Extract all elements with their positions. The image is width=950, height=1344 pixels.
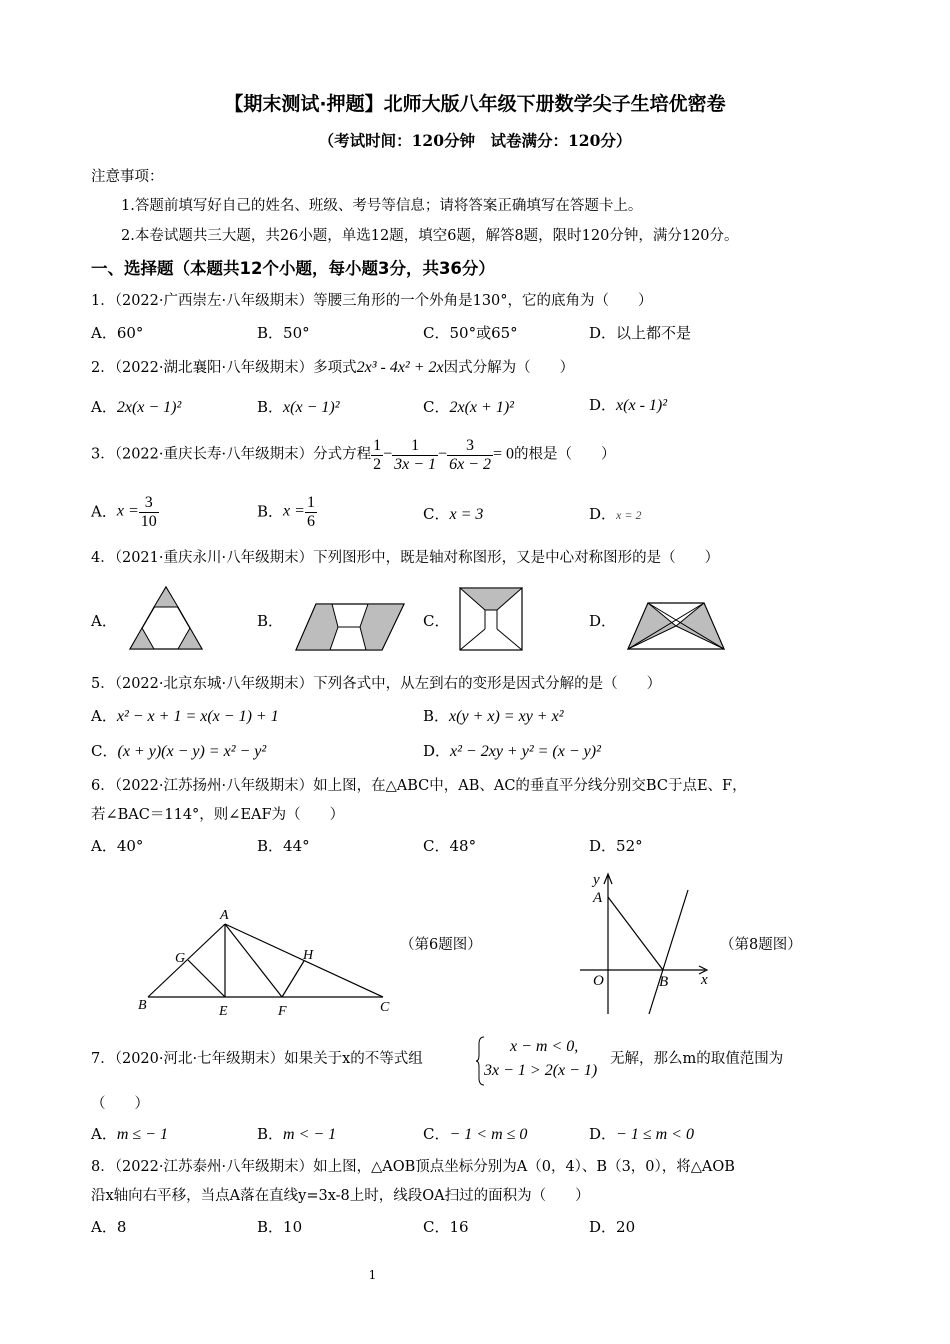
option-label: A． <box>91 502 117 521</box>
option-label: D． <box>589 396 617 414</box>
question-2-option-c <box>423 398 514 419</box>
numerator: 3 <box>139 494 159 513</box>
figure-triangle-option-a <box>128 585 204 651</box>
question-7-option-b <box>257 1125 336 1146</box>
question-5-option-a <box>91 707 279 728</box>
figure-question-8 <box>575 866 720 1018</box>
fraction <box>139 494 159 530</box>
question-3-option-b <box>257 494 317 530</box>
option-variable: x = <box>116 502 139 520</box>
question-2-option-b <box>257 398 339 419</box>
question-3-stem <box>91 437 616 473</box>
question-5-option-b <box>423 707 563 728</box>
question-8-option-c: C．16 <box>423 1218 469 1236</box>
option-expression: x = 3 <box>449 506 484 523</box>
option-label: A． <box>91 1125 117 1143</box>
point-label-c: C <box>380 1000 390 1015</box>
question-1-option-a: A．60° <box>91 324 144 342</box>
numerator: 3 <box>447 437 493 456</box>
denominator: 6x − 2 <box>449 455 491 473</box>
question-6-option-b: B．44° <box>257 837 310 855</box>
question-4-option-b-label: B． <box>257 612 284 630</box>
question-2-stem-tail: 因式分解为（ ） <box>443 360 575 376</box>
question-7-stem-pre: 7．（2020·河北·七年级期末）如果关于x的不等式组 <box>91 1051 423 1067</box>
option-label: A． <box>91 707 117 725</box>
question-4-stem: 4．（2021·重庆永川·八年级期末）下列图形中，既是轴对称图形，又是中心对称图形的是（ ） <box>91 550 720 566</box>
question-7-option-d <box>589 1125 694 1146</box>
question-2-option-a <box>91 398 181 419</box>
equals-zero: = 0 <box>492 445 514 463</box>
point-label-b: B <box>138 998 147 1013</box>
question-2-stem-text: 2．（2022·湖北襄阳·八年级期末）多项式 <box>91 360 357 376</box>
origin-label: O <box>593 973 604 989</box>
option-label: C． <box>423 1125 450 1143</box>
option-expression: − 1 < m ≤ 0 <box>449 1126 528 1143</box>
option-label: B． <box>257 1125 284 1143</box>
option-expression: m ≤ − 1 <box>116 1126 168 1143</box>
fraction <box>305 494 317 530</box>
option-expression: m < − 1 <box>283 1126 337 1143</box>
question-8-option-b: B．10 <box>257 1218 303 1236</box>
notice-item-1: 1.答题前填写好自己的姓名、班级、考号等信息；请将答案正确填写在答题卡上。 <box>121 198 643 214</box>
question-3-stem-text: 3．（2022·重庆长寿·八年级期末）分式方程 <box>91 446 372 463</box>
question-4-option-c-label: C． <box>423 612 450 630</box>
question-6-stem-line-2: 若∠BAC＝114°，则∠EAF为（ ） <box>91 807 345 823</box>
axis-label-x: x <box>701 972 708 988</box>
option-label: B． <box>423 707 450 725</box>
question-7-option-c <box>423 1125 527 1146</box>
fraction <box>371 437 383 473</box>
figure-trapezoid-option-d <box>626 601 726 651</box>
option-expression: x(x - 1)² <box>616 397 668 414</box>
option-label: D． <box>589 1125 617 1143</box>
figure-square-option-c <box>459 587 523 651</box>
question-2-stem <box>91 358 574 379</box>
question-2-option-d <box>589 396 667 417</box>
option-expression: x = 2 <box>616 508 642 522</box>
operator: − <box>438 445 448 463</box>
denominator: 10 <box>140 512 157 530</box>
point-label-h: H <box>303 948 314 963</box>
point-label-b: B <box>659 974 669 990</box>
question-4-option-a-label: A． <box>91 612 117 630</box>
option-label: C． <box>91 742 118 760</box>
page-title: 【期末测试·押题】北师大版八年级下册数学尖子生培优密卷 <box>224 93 726 115</box>
question-1-stem: 1．（2022·广西崇左·八年级期末）等腰三角形的一个外角是130°，它的底角为（ ） <box>91 293 653 309</box>
notice-item-2: 2.本卷试题共三大题，共26小题，单选12题，填空6题，解答8题，限时120分钟，满分120分。 <box>121 228 739 244</box>
option-expression: x² − x + 1 = x(x − 1) + 1 <box>116 708 279 725</box>
question-5-stem: 5．（2022·北京东城·八年级期末）下列各式中，从左到右的变形是因式分解的是（ ） <box>91 676 662 692</box>
operator: − <box>383 445 393 463</box>
notice-heading: 注意事项： <box>91 169 164 185</box>
question-6-option-d: D．52° <box>589 837 643 855</box>
point-label-e: E <box>219 1004 228 1019</box>
point-label-g: G <box>175 951 186 966</box>
question-4-option-d-label: D． <box>589 612 617 630</box>
question-6-stem-line-1: 6．（2022·江苏扬州·八年级期末）如上图，在△ABC中，AB、AC的垂直平分线分别交BC于点E、F， <box>91 778 747 794</box>
question-7-inequality-1: x − m < 0, <box>510 1038 579 1055</box>
question-3-option-a <box>91 494 159 530</box>
question-6-option-c: C．48° <box>423 837 477 855</box>
axis-label-y: y <box>593 872 600 888</box>
page-subtitle: （考试时间：120分钟 试卷满分：120分） <box>318 131 632 150</box>
question-7-inequality-2: 3x − 1 > 2(x − 1) <box>484 1062 598 1079</box>
numerator: 1 <box>373 437 382 454</box>
question-1-option-b: B．50° <box>257 324 310 342</box>
question-7-answer-paren: （ ） <box>91 1096 149 1112</box>
option-label: C． <box>423 505 450 523</box>
question-6-option-a: A．40° <box>91 837 144 855</box>
option-expression: x(x − 1)² <box>283 399 340 416</box>
option-label: C． <box>423 398 450 416</box>
question-3-option-d <box>589 505 641 525</box>
fraction <box>447 437 493 473</box>
figure-6-caption: （第6题图） <box>400 937 482 953</box>
section-heading: 一、选择题（本题共12个小题，每小题3分，共36分） <box>91 259 495 278</box>
option-expression: − 1 ≤ m < 0 <box>616 1126 694 1143</box>
point-label-a: A <box>220 908 229 923</box>
page-number: 1 <box>368 1268 377 1282</box>
option-label: B． <box>257 502 284 521</box>
option-expression: (x + y)(x − y) = x² − y² <box>117 743 267 760</box>
figure-question-6 <box>130 900 400 1025</box>
denominator: 6 <box>306 512 315 530</box>
numerator: 1 <box>306 494 315 511</box>
option-label: A． <box>91 398 117 416</box>
question-8-option-d: D．20 <box>589 1218 636 1236</box>
option-label: B． <box>257 398 284 416</box>
denominator: 2 <box>373 455 382 473</box>
question-7-option-a <box>91 1125 168 1146</box>
question-1-option-d: D．以上都不是 <box>589 324 692 342</box>
denominator: 3x − 1 <box>394 455 437 473</box>
figure-8-caption: （第8题图） <box>720 937 802 953</box>
point-label-f: F <box>278 1004 287 1019</box>
question-1-option-c: C．50°或65° <box>423 324 518 342</box>
fraction <box>392 437 438 473</box>
question-2-expression: 2x³ - 4x² + 2x <box>356 359 444 376</box>
option-expression: 2x(x − 1)² <box>116 399 182 416</box>
numerator: 1 <box>392 437 438 456</box>
option-variable: x = <box>283 502 305 520</box>
question-3-option-c <box>423 505 483 526</box>
point-label-a: A <box>593 890 603 906</box>
option-expression: x(y + x) = xy + x² <box>449 708 564 725</box>
question-8-stem-line-2: 沿x轴向右平移，当点A落在直线y=3x-8上时，线段OA扫过的面积为（ ） <box>91 1188 590 1204</box>
question-3-stem-tail: 的根是（ ） <box>514 446 616 463</box>
question-7-stem-post: 无解，那么m的取值范围为 <box>610 1051 784 1067</box>
option-expression: 2x(x + 1)² <box>449 399 514 416</box>
question-8-option-a: A．8 <box>91 1218 127 1236</box>
option-expression: x² − 2xy + y² = (x − y)² <box>450 743 601 760</box>
option-label: D． <box>589 505 617 523</box>
question-8-stem-line-1: 8．（2022·江苏泰州·八年级期末）如上图，△AOB顶点坐标分别为A（0，4）、B（3，0），将△AOB <box>91 1159 735 1175</box>
question-5-option-d <box>423 742 601 763</box>
question-5-option-c <box>91 742 266 763</box>
figure-parallelogram-option-b <box>294 602 406 652</box>
option-label: D． <box>423 742 451 760</box>
